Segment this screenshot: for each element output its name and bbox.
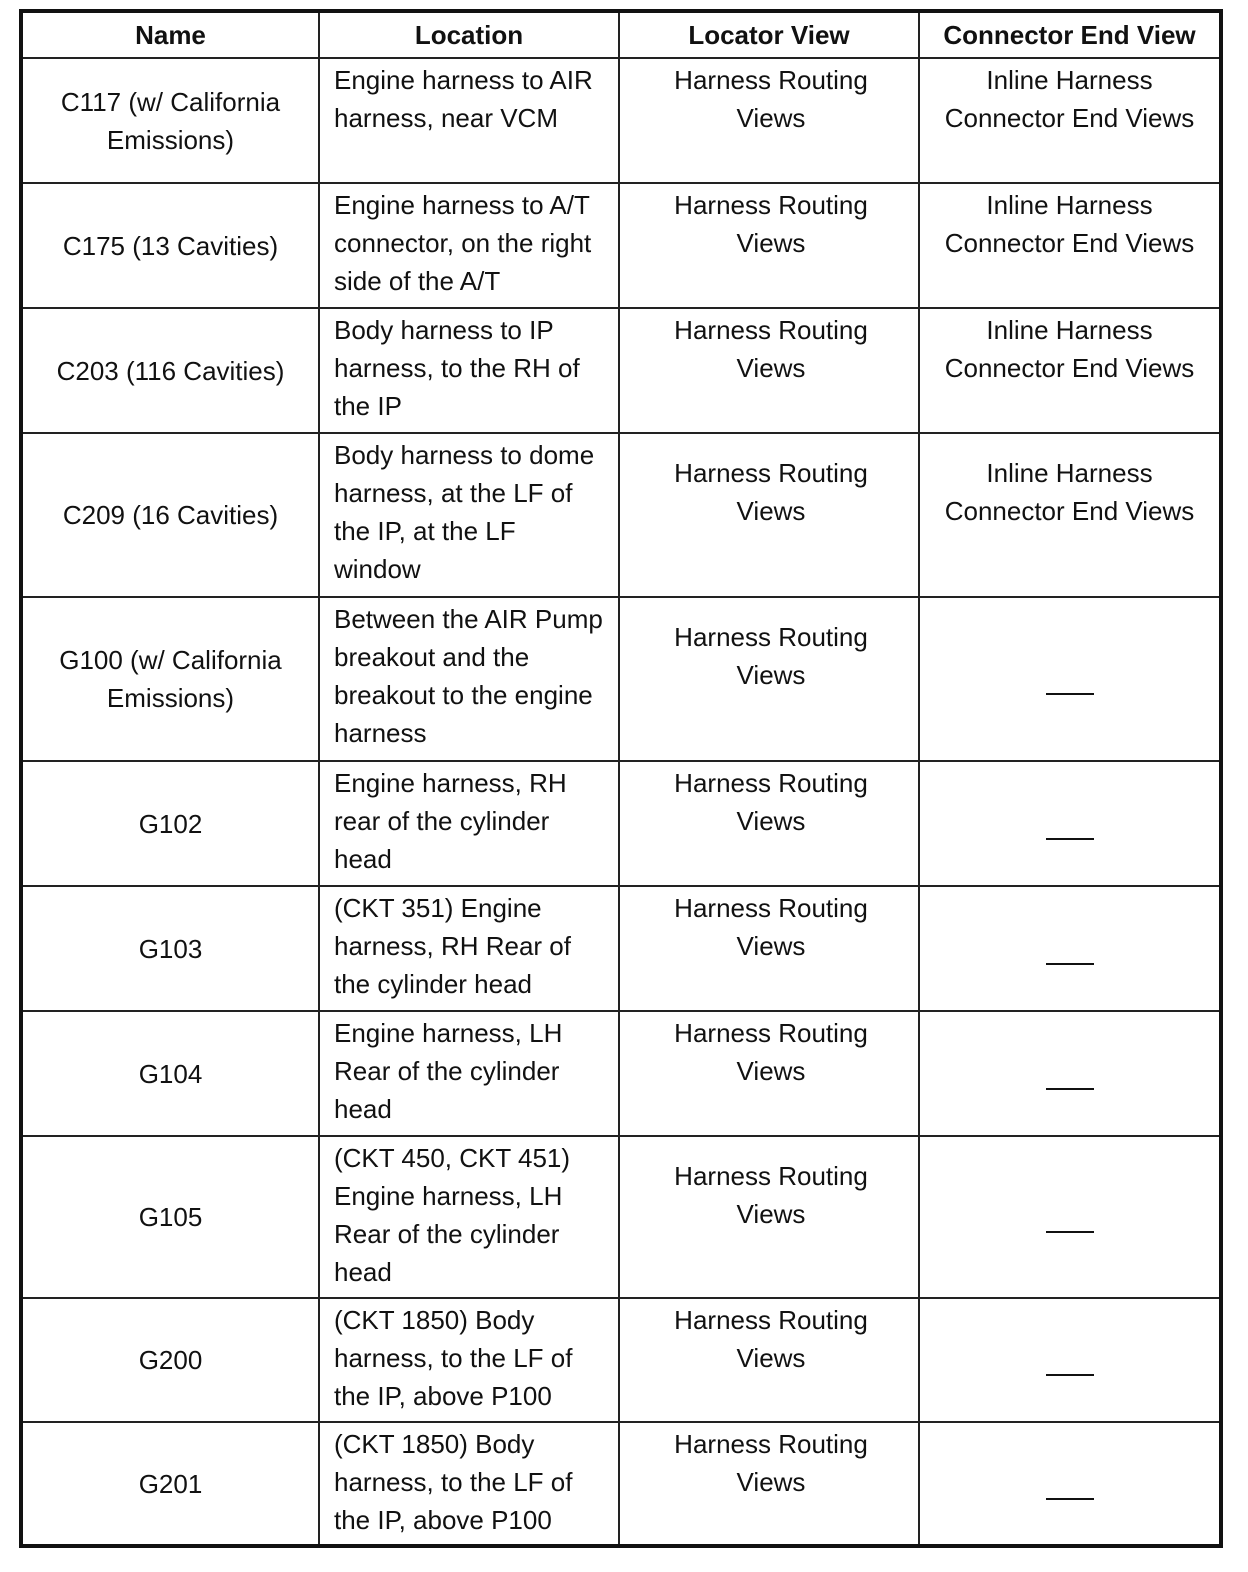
table-row <box>21 58 1221 183</box>
cell-name: G201 <box>21 1422 319 1546</box>
cell-name: G105 <box>21 1136 319 1298</box>
table-row <box>21 886 1221 1011</box>
table-row <box>21 1136 1221 1298</box>
cell-locator-view <box>619 597 919 761</box>
cell-name: G100 (w/ California Emissions) <box>21 597 319 761</box>
cell-location: Body harness to dome harness, at the LF of the IP, at the LF window <box>319 433 619 597</box>
table-row <box>21 308 1221 433</box>
cell-location: Engine harness to A/T connector, on the right side of the A/T <box>319 183 619 308</box>
cell-name: G103 <box>21 886 319 1011</box>
empty-value-dash <box>1046 838 1094 840</box>
cell-locator-view <box>619 761 919 886</box>
locator-view-text: Harness Routing Views <box>674 315 868 383</box>
cell-locator-view <box>619 1298 919 1422</box>
cell-location: Body harness to IP harness, to the RH of the IP <box>319 308 619 433</box>
cell-locator-view <box>619 433 919 597</box>
cell-location: (CKT 351) Engine harness, RH Rear of the cylinder head <box>319 886 619 1011</box>
cell-name: C175 (13 Cavities) <box>21 183 319 308</box>
header-row <box>21 11 1221 58</box>
empty-value-dash <box>1046 963 1094 965</box>
cell-connector-end-view <box>919 1136 1221 1298</box>
cell-locator-view <box>619 308 919 433</box>
cell-locator-view <box>619 1422 919 1546</box>
cell-connector-end-view: Inline Harness Connector End Views <box>919 308 1221 433</box>
table-row <box>21 183 1221 308</box>
cell-connector-end-view <box>919 1298 1221 1422</box>
locator-view-text: Harness Routing Views <box>674 1305 868 1373</box>
cell-name: C209 (16 Cavities) <box>21 433 319 597</box>
cell-location: (CKT 1850) Body harness, to the LF of the IP, above P100 <box>319 1422 619 1546</box>
cell-name: C203 (116 Cavities) <box>21 308 319 433</box>
empty-value-dash <box>1046 1088 1094 1090</box>
cell-location: (CKT 1850) Body harness, to the LF of the IP, above P100 <box>319 1298 619 1422</box>
cell-locator-view <box>619 1136 919 1298</box>
cell-connector-end-view: Inline Harness Connector End Views <box>919 433 1221 597</box>
locator-view-text: Harness Routing Views <box>674 458 868 526</box>
table-row <box>21 1011 1221 1136</box>
cell-locator-view <box>619 183 919 308</box>
empty-value-dash <box>1046 1498 1094 1500</box>
cell-connector-end-view: Inline Harness Connector End Views <box>919 58 1221 183</box>
table-row <box>21 1298 1221 1422</box>
cell-location: (CKT 450, CKT 451) Engine harness, LH Rear of the cylinder head <box>319 1136 619 1298</box>
cell-locator-view <box>619 58 919 183</box>
cell-location: Engine harness to AIR harness, near VCM <box>319 58 619 183</box>
locator-view-text: Harness Routing Views <box>674 1161 868 1229</box>
header-connector-end-view: Connector End View <box>919 11 1221 58</box>
locator-view-text: Harness Routing Views <box>674 1429 868 1497</box>
locator-view-text: Harness Routing Views <box>674 190 868 258</box>
locator-view-text: Harness Routing Views <box>674 65 868 133</box>
cell-location: Between the AIR Pump breakout and the breakout to the engine harness <box>319 597 619 761</box>
connector-table <box>19 9 1223 1548</box>
cell-connector-end-view <box>919 597 1221 761</box>
empty-value-dash <box>1046 693 1094 695</box>
cell-name: G102 <box>21 761 319 886</box>
cell-connector-end-view <box>919 1011 1221 1136</box>
table-row <box>21 1422 1221 1546</box>
table-row <box>21 433 1221 597</box>
cell-locator-view <box>619 886 919 1011</box>
cell-location: Engine harness, RH rear of the cylinder head <box>319 761 619 886</box>
empty-value-dash <box>1046 1231 1094 1233</box>
cell-connector-end-view <box>919 1422 1221 1546</box>
header-name: Name <box>21 11 319 58</box>
header-location: Location <box>319 11 619 58</box>
cell-locator-view <box>619 1011 919 1136</box>
header-locator-view: Locator View <box>619 11 919 58</box>
cell-name: G104 <box>21 1011 319 1136</box>
cell-name: C117 (w/ California Emissions) <box>21 58 319 183</box>
locator-view-text: Harness Routing Views <box>674 893 868 961</box>
cell-connector-end-view <box>919 761 1221 886</box>
locator-view-text: Harness Routing Views <box>674 768 868 836</box>
locator-view-text: Harness Routing Views <box>674 622 868 690</box>
table-row <box>21 597 1221 761</box>
cell-location: Engine harness, LH Rear of the cylinder head <box>319 1011 619 1136</box>
locator-view-text: Harness Routing Views <box>674 1018 868 1086</box>
table-row <box>21 761 1221 886</box>
cell-connector-end-view <box>919 886 1221 1011</box>
cell-name: G200 <box>21 1298 319 1422</box>
empty-value-dash <box>1046 1374 1094 1376</box>
cell-connector-end-view: Inline Harness Connector End Views <box>919 183 1221 308</box>
